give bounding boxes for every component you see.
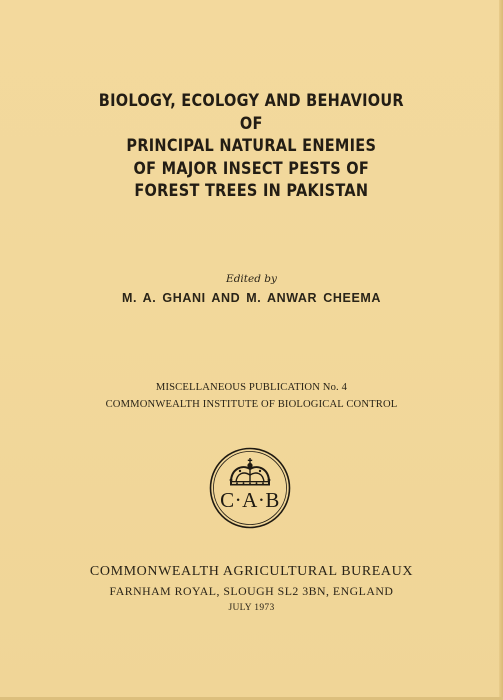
title-line: OF — [239, 113, 263, 133]
cab-logo — [209, 447, 291, 529]
book-title — [30, 90, 473, 203]
publisher-name: COMMONWEALTH AGRICULTURAL BUREAUX — [89, 564, 414, 579]
series-line: MISCELLANEOUS PUBLICATION No. 4 — [155, 382, 348, 393]
publisher-address: FARNHAM ROYAL, SLOUGH SL2 3BN, ENGLAND — [109, 584, 394, 598]
page-edge-right — [499, 0, 503, 700]
publication-date: JULY 1973 — [228, 603, 275, 613]
logo-text: C·A·B — [220, 488, 280, 512]
series-line: COMMONWEALTH INSTITUTE OF BIOLOGICAL CONTROL — [105, 399, 398, 410]
series-info — [0, 379, 503, 413]
title-line: OF MAJOR INSECT PESTS OF — [133, 158, 370, 178]
edited-by-label: Edited by — [226, 273, 277, 285]
title-line: FOREST TREES IN PAKISTAN — [134, 181, 369, 200]
crown-icon — [230, 458, 271, 486]
title-line: BIOLOGY, ECOLOGY AND BEHAVIOUR — [98, 91, 404, 110]
editors-names: M. A. GHANI AND M. ANWAR CHEEMA — [121, 291, 382, 305]
title-line: PRINCIPAL NATURAL ENEMIES — [126, 136, 377, 155]
